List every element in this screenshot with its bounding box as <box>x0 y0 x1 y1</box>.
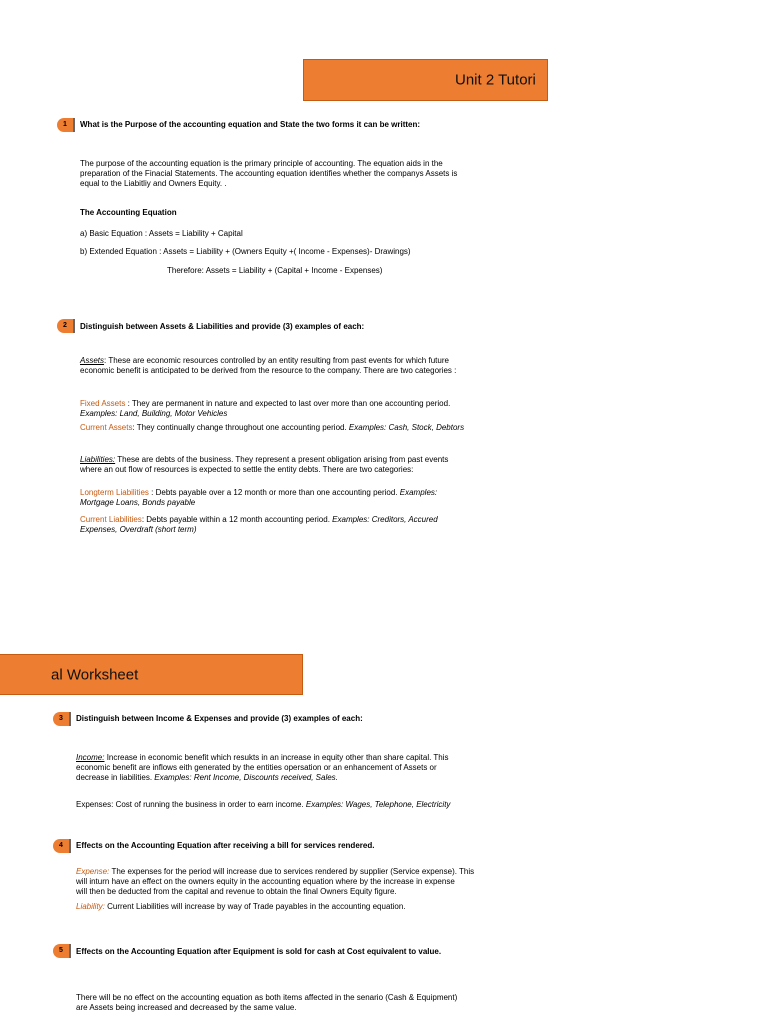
answer-1-line-1: The purpose of the accounting equation is the primary principle of accounting. The equation aids in the <box>80 159 443 168</box>
question-number-badge: 3 <box>53 712 69 726</box>
current-liabilities-label: Current Liabilities <box>80 515 142 524</box>
income-definition-line-3: decrease in liabilities. Examples: Rent Income, Discounts received, Sales. <box>76 773 338 782</box>
income-definition-line-1: Income: Increase in economic benefit which resukts in an increase in equity other than share capital. This <box>76 753 449 762</box>
longterm-liabilities-line: Longterm Liabilities : Debts payable over a 12 month or more than one accounting period. Examples: <box>80 488 438 497</box>
answer-1-line-3: equal to the Liabitliy and Owners Equity. . <box>80 179 227 188</box>
liability-effect-line: Liability: Current Liabilities will increase by way of Trade payables in the accounting equation. <box>76 902 406 911</box>
expense-effect-line-2: will inturn have an effect on the owners equity in the accounting equation where by the increase in expense <box>76 877 455 886</box>
liabilities-label: Liabilities: <box>80 455 116 464</box>
fixed-assets-line: Fixed Assets : They are permanent in nature and expected to last over more than one accounting period. <box>80 399 451 408</box>
equation-heading: The Accounting Equation <box>80 208 177 217</box>
current-liabilities-examples: Expenses, Overdraft (short term) <box>80 525 197 534</box>
longterm-liabilities-examples: Mortgage Loans, Bonds payable <box>80 498 196 507</box>
answer-5-line-2: are Assets being increased and decreased by the same value. <box>76 1003 297 1012</box>
question-number-badge: 1 <box>57 118 73 132</box>
answer-1-line-2: preparation of the Finacial Statements. The accounting equation identifies whether the companys Assets is <box>80 169 458 178</box>
expense-effect-line-1: Expense: The expenses for the period will increase due to services rendered by supplier (Service expense). This <box>76 867 475 876</box>
assets-definition-line-2: economic benefit is anticipated to be derived from the resource to the company. There are two categories : <box>80 366 457 375</box>
extended-equation: b) Extended Equation : Assets = Liability + (Owners Equity +( Income - Expenses)- Drawings) <box>80 247 411 256</box>
expense-label: Expense: <box>76 867 110 876</box>
income-definition-line-2: economic benefit are inflows eith generated by the entities opersation or an enhancement of Assets or <box>76 763 437 772</box>
question-number-badge: 2 <box>57 319 73 333</box>
fixed-assets-examples: Examples: Land, Building, Motor Vehicles <box>80 409 228 418</box>
question-3: Distinguish between Income & Expenses and provide (3) examples of each: <box>76 714 363 723</box>
question-5: Effects on the Accounting Equation after Equipment is sold for cash at Cost equivalent to value. <box>76 947 442 956</box>
therefore-equation: Therefore: Assets = Liability + (Capital + Income - Expenses) <box>167 266 383 275</box>
expenses-definition: Expenses: Cost of running the business in order to earn income. Examples: Wages, Telephone, Electricity <box>76 800 451 809</box>
question-number-badge: 5 <box>53 944 69 958</box>
current-assets-label: Current Assets <box>80 423 133 432</box>
income-label: Income: <box>76 753 105 762</box>
title-banner-left <box>0 654 303 695</box>
answer-5-line-1: There will be no effect on the accounting equation as both items affected in the senario (Cash & Equipment) <box>76 993 458 1002</box>
fixed-assets-label: Fixed Assets <box>80 399 126 408</box>
liabilities-definition-line-2: where an out flow of resources is expected to settle the entity debts. There are two categories: <box>80 465 414 474</box>
question-2: Distinguish between Assets & Liabilities and provide (3) examples of each: <box>80 322 365 331</box>
assets-definition-line-1: Assets: These are economic resources controlled by an entity resulting from past events for which future <box>80 356 449 365</box>
longterm-liabilities-label: Longterm Liabilities <box>80 488 149 497</box>
title-banner-text: Unit 2 Tutori <box>455 71 536 89</box>
title-banner-text: al Worksheet <box>51 666 139 683</box>
assets-label: Assets <box>80 356 105 365</box>
title-banner-right <box>303 59 548 101</box>
expense-effect-line-3: will then be deducted from the capital and revenue to obtain the final Owners Equity figure. <box>76 887 397 896</box>
liabilities-definition-line-1: Liabilities: These are debts of the business. They represent a present obligation arising from past events <box>80 455 449 464</box>
liability-label: Liability: <box>76 902 105 911</box>
current-liabilities-line: Current Liabilities: Debts payable within a 12 month accounting period. Examples: Creditors, Accured <box>80 515 438 524</box>
question-4: Effects on the Accounting Equation after receiving a bill for services rendered. <box>76 841 375 850</box>
current-assets-line: Current Assets: They continually change throughout one accounting period. Examples: Cash, Stock, Debtors <box>80 423 465 432</box>
question-number-badge: 4 <box>53 839 69 853</box>
basic-equation: a) Basic Equation : Assets = Liability + Capital <box>80 229 243 238</box>
question-1: What is the Purpose of the accounting equation and State the two forms it can be written: <box>80 120 421 129</box>
